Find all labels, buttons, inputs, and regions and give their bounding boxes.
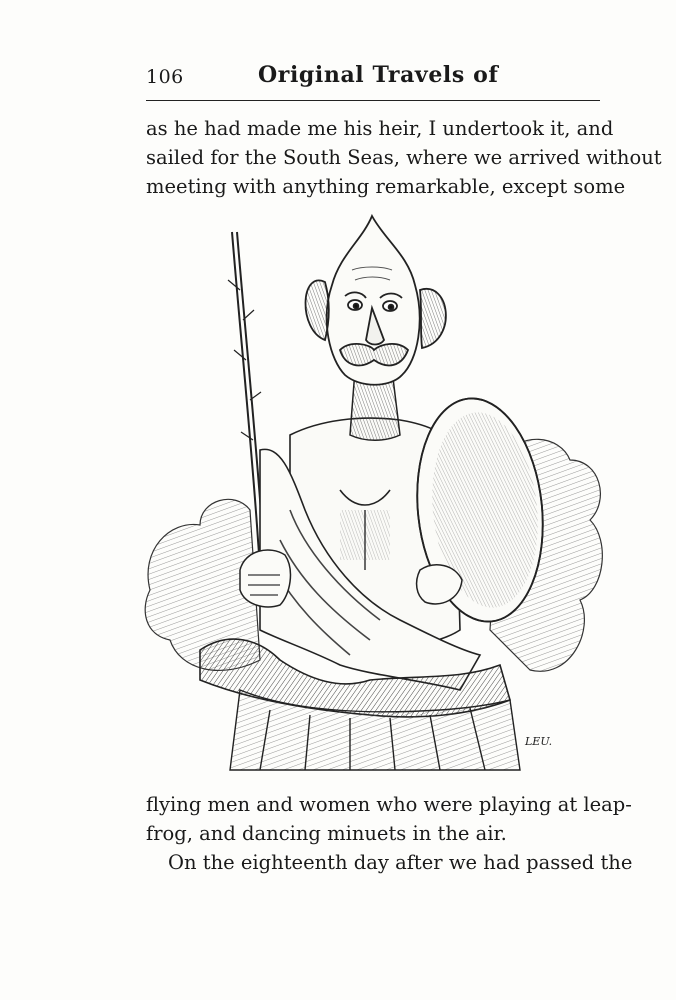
engraved-illustration [140,210,610,780]
text-line: frog, and dancing minuets in the air. [146,822,507,845]
flying-man-engraving [140,210,610,780]
paragraph-bottom [146,790,633,877]
running-title: Original Travels of [258,62,499,88]
text-line: sailed for the South Seas, where we arrived without [146,146,662,169]
text-line: flying men and women who were playing at leap- [146,793,632,816]
text-line: as he had made me his heir, I undertook it, and [146,117,614,140]
text-line: meeting with anything remarkable, except some [146,175,626,198]
page-number: 106 [146,66,184,88]
running-head [146,62,600,94]
text-line: On the eighteenth day after we had passed the [168,851,633,874]
paragraph-top [146,114,662,201]
left-hand [240,550,290,607]
staff-tufts [228,280,261,440]
artist-signature: LEU. [525,735,553,748]
header-rule [146,100,600,101]
head [305,216,445,385]
